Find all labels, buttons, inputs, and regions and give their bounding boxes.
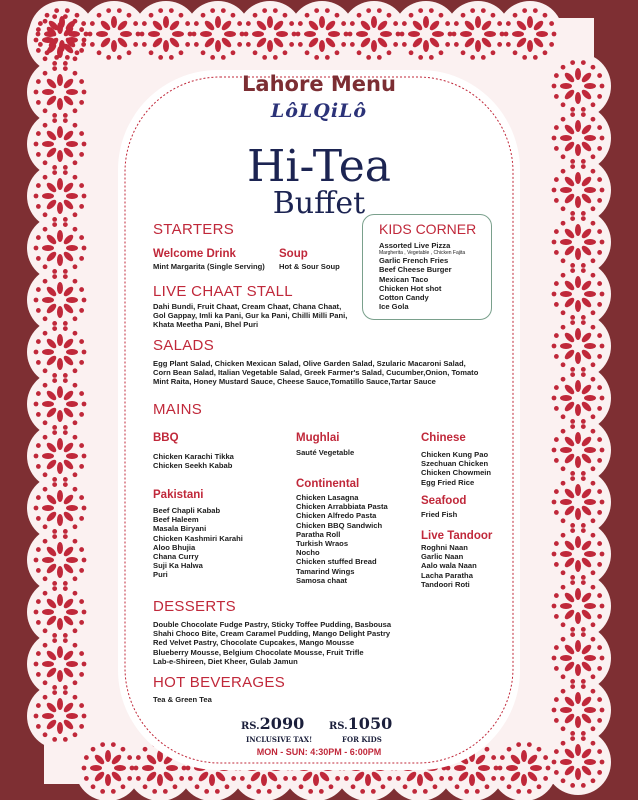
text-line: Red Velvet Pastry, Chocolate Cupcakes, Mango Mousse [153,638,355,648]
list-item: Chicken Kung Pao [421,450,489,459]
adult-price [241,714,304,733]
mughlai-heading: Mughlai [296,432,340,444]
mains-heading: MAINS [153,401,203,418]
chinese-heading: Chinese [421,432,466,444]
headline-hi-tea: Hi-Tea [247,141,391,192]
kids-corner-box [362,214,492,320]
kids-corner-heading: KIDS CORNER [379,221,477,237]
soup-heading: Soup [279,248,308,260]
list-item: Chicken Karachi Tikka [153,452,234,461]
list-item: Assorted Live Pizza [379,241,451,250]
list-item: Mexican Taco [379,274,429,284]
list-item: Puri [153,570,168,580]
list-item: Paratha Roll [296,529,341,539]
list-item: Cotton Candy [379,293,429,303]
bbq-heading: BBQ [153,432,179,444]
text-line: Gol Gappay, Imli ka Pani, Gur ka Pani, Chilli Milli Pani, [153,311,348,321]
live-chaat-text [153,302,347,330]
list-item: Egg Fried Rice [421,477,475,487]
adult-price-note: INCLUSIVE TAX! [246,735,313,744]
salads-text [153,359,478,387]
continental-list [296,493,388,585]
headline-buffet: Buffet [272,186,366,221]
starters-heading: STARTERS [153,221,235,238]
live-tandoor-heading: Live Tandoor [421,530,493,542]
list-item: Roghni Naan [421,543,468,552]
page-title: Lahore Menu [242,72,396,96]
text-line: Corn Bean Salad, Italian Vegetable Salad, Greek Farmer's Salad, Cucumber,Onion, Tomato [153,368,479,378]
list-item: Chicken Chowmein [421,468,492,478]
list-item: Tamarind Wings [296,566,355,576]
pakistani-heading: Pakistani [153,489,204,501]
list-item: Chicken stuffed Bread [296,557,377,567]
welcome-drink-heading: Welcome Drink [153,248,236,260]
list-item: Garlic French Fries [379,256,449,266]
desserts-heading: DESSERTS [153,598,236,615]
list-item: Suji Ka Halwa [153,561,203,571]
list-item: Sauté Vegetable [296,448,355,457]
live-tandoor-list [421,543,477,589]
text-line: Dahi Bundi, Fruit Chaat, Cream Chaat, Chana Chaat, [153,302,342,311]
desserts-text [153,620,391,666]
list-item: Samosa chaat [296,575,348,585]
seafood-list [421,510,457,519]
list-item: Chicken BBQ Sandwich [296,520,383,530]
welcome-drink-text: Mint Margarita (Single Serving) [153,262,265,271]
pakistani-list [153,506,243,580]
list-item: Aalo wala Naan [421,561,477,571]
hot-beverages-heading: HOT BEVERAGES [153,674,285,691]
list-item: Ice Gola [379,302,409,312]
list-item: Beef Cheese Burger [379,265,452,275]
text-line: Blueberry Mousse, Belgium Chocolate Mousse, Fruit Trifle [153,647,364,657]
kids-price-note: FOR KIDS [342,735,382,744]
salads-heading: SALADS [153,337,214,354]
kids-corner-list [379,241,491,311]
list-item: Lacha Paratha [421,570,473,580]
text-line: Shahi Choco Bite, Cream Caramel Pudding, Mango Delight Pastry [153,629,391,639]
list-item: Masala Biryani [153,524,207,534]
list-item: Beef Haleem [153,515,199,525]
list-item: Chicken Alfredo Pasta [296,511,377,521]
list-item: Beef Chapli Kabab [153,506,221,515]
list-item: Szechuan Chicken [421,459,489,469]
adult-currency: RS. [241,721,260,732]
mughlai-list [296,448,354,457]
timing-text: MON - SUN: 4:30PM - 6:00PM [256,747,382,757]
live-chaat-heading: LIVE CHAAT STALL [153,283,293,300]
list-item: Margherita , Vegetable , Chicken Fajita [379,250,466,257]
kids-currency: RS. [329,721,348,732]
continental-heading: Continental [296,478,360,490]
seafood-heading: Seafood [421,495,467,507]
hot-beverages-text: Tea & Green Tea [153,695,212,704]
list-item: Chana Curry [153,552,199,562]
list-item: Chicken Hot shot [379,283,442,293]
text-line: Double Chocolate Fudge Pastry, Sticky Toffee Pudding, Basbousa [153,620,392,629]
text-line: Egg Plant Salad, Chicken Mexican Salad, Olive Garden Salad, Szularic Macaroni Salad, [153,359,466,368]
kids-price [329,714,392,733]
bbq-list [153,452,234,470]
list-item: Tandoori Roti [421,579,470,589]
adult-amount: 2090 [259,714,305,733]
list-item: Chicken Kashmiri Karahi [153,533,243,543]
text-line: Khata Meetha Pani, Bhel Puri [153,320,259,330]
list-item: Chicken Arrabbiata Pasta [296,502,388,512]
list-item: Turkish Wraos [296,539,349,549]
list-item: Aloo Bhujia [153,542,196,552]
lolqilo-logo: LôLQiLô [270,100,368,122]
list-item: Garlic Naan [421,552,464,562]
kids-amount: 1050 [347,714,393,733]
list-item: Chicken Lasagna [296,493,359,502]
list-item: Nocho [296,548,320,558]
soup-text: Hot & Sour Soup [279,262,340,271]
text-line: Lab-e-Shireen, Diet Kheer, Gulab Jamun [153,656,298,666]
text-line: Mint Raita, Honey Mustard Sauce, Cheese Sauce,Tomatillo Sauce,Tartar Sauce [153,377,436,387]
list-item: Chicken Seekh Kabab [153,461,233,471]
chinese-list [421,450,491,487]
list-item: Fried Fish [421,510,458,519]
